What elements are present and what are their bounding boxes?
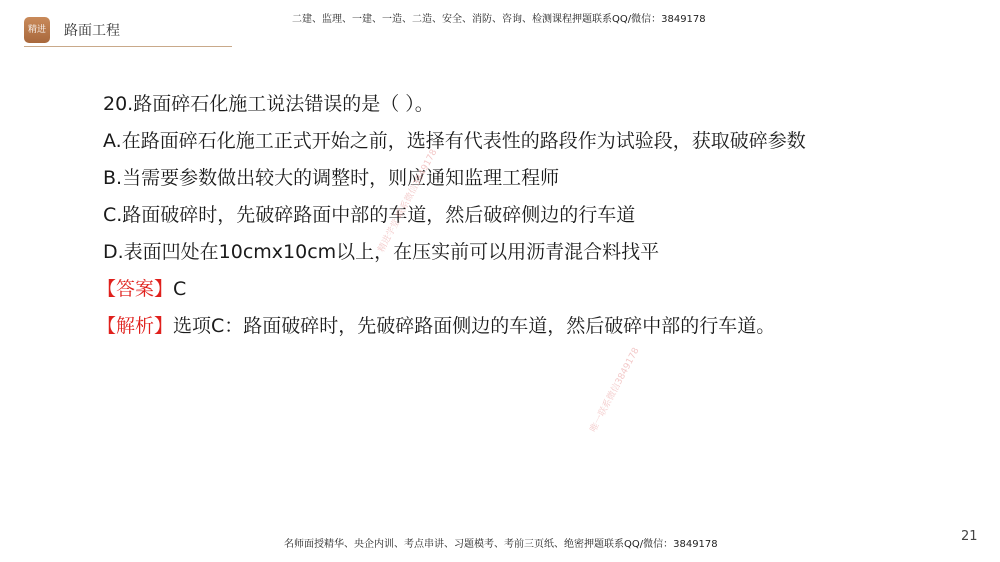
question-stem: 20.路面碎石化施工说法错误的是（ ）。 (103, 93, 434, 115)
option-d: D.表面凹处在10cmx10cm以上，在压实前可以用沥青混合料找平 (103, 241, 660, 263)
brand-logo: 精进 (24, 17, 50, 43)
header-divider (24, 46, 232, 47)
watermark-1: 精进学堂 联系微信3849178 (376, 147, 440, 255)
answer-value: C (173, 278, 187, 300)
header-promo-text: 二建、监理、一建、一造、二造、安全、消防、咨询、检测课程押题联系QQ/微信：3849178 (292, 14, 706, 25)
question-block (97, 86, 963, 345)
option-a: A.在路面碎石化施工正式开始之前，选择有代表性的路段作为试验段，获取破碎参数 (103, 130, 806, 152)
section-title: 路面工程 (64, 23, 120, 39)
option-b: B.当需要参数做出较大的调整时，则应通知监理工程师 (103, 167, 560, 189)
page-number: 21 (961, 529, 978, 544)
analysis-tag: 【解析】 (97, 315, 174, 337)
analysis-line (97, 308, 963, 345)
answer-tag: 【答案】 (97, 278, 174, 300)
analysis-text: 选项C：路面破碎时，先破碎路面侧边的车道，然后破碎中部的行车道。 (173, 315, 776, 337)
watermark-2: 唯一联系微信3849178 (588, 346, 642, 435)
footer-promo-text: 名师面授精华、央企内训、考点串讲、习题模考、考前三页纸、绝密押题联系QQ/微信：3849178 (284, 539, 718, 550)
answer-line (97, 271, 963, 308)
option-c: C.路面破碎时，先破碎路面中部的车道，然后破碎侧边的行车道 (103, 204, 636, 226)
